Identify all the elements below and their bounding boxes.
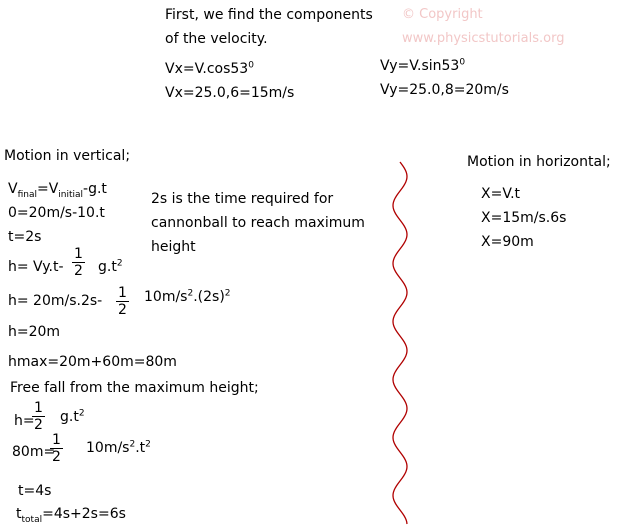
vfinal-sub-initial: initial bbox=[58, 189, 84, 200]
velocity-zero-equation: 0=20m/s-10.t bbox=[8, 205, 105, 221]
fraction-numerator: 1 bbox=[34, 400, 43, 416]
horizontal-distance-substitution: X=15m/s.6s bbox=[481, 210, 567, 226]
vy-value: Vy=25.0,8=20m/s bbox=[380, 82, 509, 98]
copyright-watermark: © Copyright bbox=[402, 7, 483, 22]
freefall-heading: Free fall from the maximum height; bbox=[10, 380, 259, 396]
fraction-numerator: 1 bbox=[74, 246, 83, 262]
height-result: h=20m bbox=[8, 324, 61, 340]
freefall-formula-right-base: g.t bbox=[60, 409, 79, 425]
freefall-substitution-right-sup2: 2 bbox=[145, 439, 151, 450]
height-formula-left: h= Vy.t- bbox=[8, 259, 64, 275]
hmax-result: hmax=20m+60m=80m bbox=[8, 354, 177, 370]
note-line-2: cannonball to reach maximum bbox=[151, 215, 365, 231]
freefall-formula-right-sup: 2 bbox=[78, 408, 85, 419]
height-substitution-fraction bbox=[116, 285, 129, 318]
vy-formula-degree: 0 bbox=[459, 57, 466, 68]
freefall-substitution-right bbox=[86, 439, 151, 457]
total-time-rest: =4s+2s=6s bbox=[42, 506, 126, 522]
vy-formula bbox=[380, 57, 465, 75]
height-substitution-right-a: 10m/s bbox=[144, 289, 188, 305]
total-time-sub: total bbox=[21, 514, 43, 525]
freefall-substitution-right-a: 10m/s bbox=[86, 440, 130, 456]
freefall-substitution-left: 80m= bbox=[12, 444, 56, 460]
vfinal-tail: -g.t bbox=[83, 181, 107, 197]
height-formula-right-sup: 2 bbox=[116, 258, 123, 269]
vy-formula-base: Vy=V.sin53 bbox=[380, 58, 460, 74]
vertical-heading: Motion in vertical; bbox=[4, 148, 131, 164]
vfinal-equation bbox=[8, 180, 107, 198]
horizontal-distance-result: X=90m bbox=[481, 234, 534, 250]
intro-line-2: of the velocity. bbox=[165, 31, 268, 47]
fraction-numerator: 1 bbox=[118, 285, 127, 301]
freefall-formula-fraction bbox=[32, 400, 45, 433]
total-time-t: t bbox=[16, 506, 22, 522]
fraction-numerator: 1 bbox=[52, 432, 61, 448]
vfinal-v: V bbox=[8, 181, 18, 197]
vx-formula bbox=[165, 60, 254, 78]
freefall-formula-right bbox=[60, 408, 85, 426]
total-time-result bbox=[16, 505, 126, 523]
height-substitution-right-b: .(2s) bbox=[193, 289, 225, 305]
note-line-3: height bbox=[151, 239, 196, 255]
vx-value: Vx=25.0,6=15m/s bbox=[165, 85, 295, 101]
horizontal-distance-formula: X=V.t bbox=[481, 186, 521, 202]
vfinal-sub-final: final bbox=[17, 189, 37, 200]
horizontal-heading: Motion in horizontal; bbox=[467, 154, 611, 170]
wavy-divider bbox=[370, 160, 430, 526]
freefall-substitution-right-b: .t bbox=[135, 440, 146, 456]
fraction-denominator: 2 bbox=[118, 302, 127, 318]
height-substitution-left: h= 20m/s.2s- bbox=[8, 293, 103, 309]
height-formula-right bbox=[98, 258, 123, 276]
website-watermark: www.physicstutorials.org bbox=[402, 31, 565, 46]
freefall-substitution-fraction bbox=[50, 432, 63, 465]
fraction-denominator: 2 bbox=[52, 449, 61, 465]
intro-line-1: First, we find the components bbox=[165, 7, 373, 23]
height-formula-right-base: g.t bbox=[98, 259, 117, 275]
height-substitution-right bbox=[144, 288, 231, 306]
fraction-denominator: 2 bbox=[34, 417, 43, 433]
height-substitution-right-sup1: 2 bbox=[187, 288, 194, 299]
vx-formula-base: Vx=V.cos53 bbox=[165, 61, 249, 77]
time-up-equation: t=2s bbox=[8, 229, 42, 245]
vx-formula-degree: 0 bbox=[248, 60, 254, 71]
height-formula-fraction bbox=[72, 246, 85, 279]
fall-time-result: t=4s bbox=[18, 483, 52, 499]
height-substitution-right-sup2: 2 bbox=[224, 288, 231, 299]
vfinal-eq: =V bbox=[36, 181, 59, 197]
freefall-formula-left: h= bbox=[14, 413, 35, 429]
freefall-substitution-right-sup1: 2 bbox=[129, 439, 136, 450]
fraction-denominator: 2 bbox=[74, 263, 83, 279]
note-line-1: 2s is the time required for bbox=[151, 191, 334, 207]
